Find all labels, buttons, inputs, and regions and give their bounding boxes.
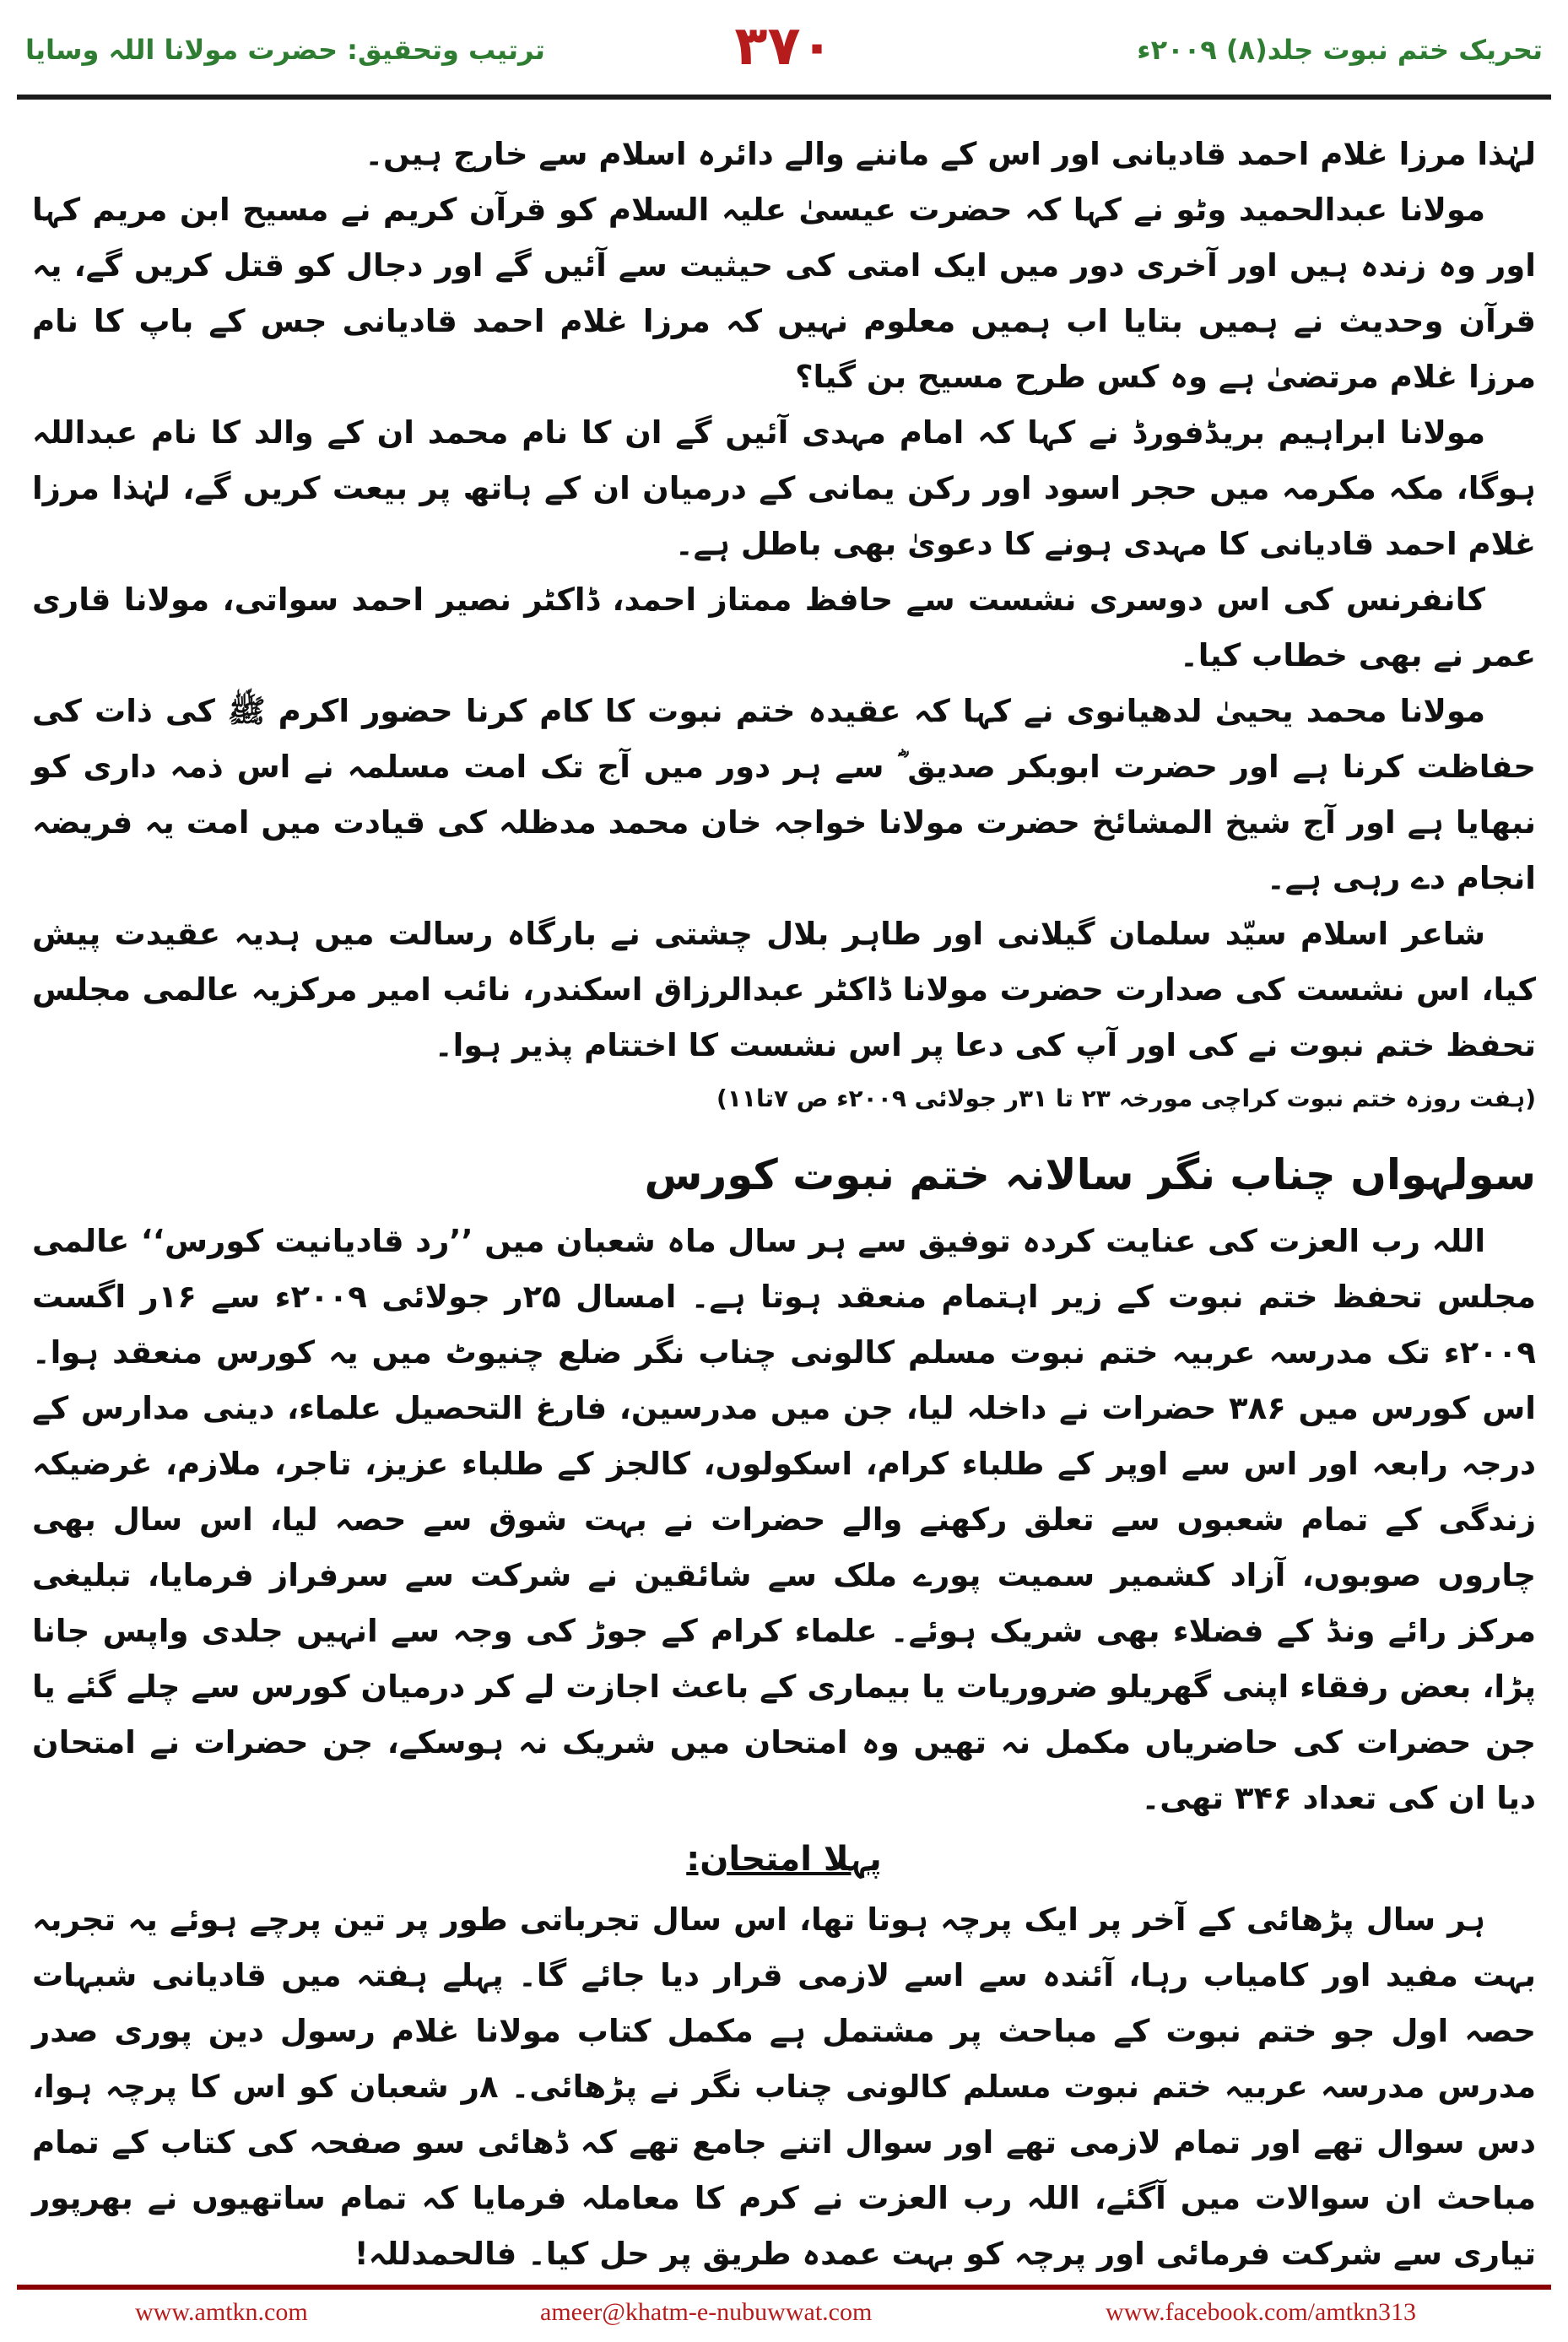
paragraph-5: مولانا محمد یحییٰ لدھیانوی نے کہا کہ عقیدہ ختم نبوت کا کام کرنا حضور اکرم ﷺ کی ذات کی حفاظت کرنا ہے اور حضرت ابوبکر صدیق ؓ سے ہر دور میں آج تک امت مسلمہ نے اس ذمہ داری کو نبھایا ہے اور آج شیخ المشائخ حضرت مولانا خواجہ خان محمد مدظلہ کی قیادت میں امت یہ فریضہ انجام دے رہی ہے۔ (32, 693, 1536, 896)
sub-heading: پہلا امتحان: (686, 1840, 882, 1879)
footer-website-link[interactable]: www.amtkn.com (135, 2298, 308, 2326)
header-compiler: ترتیب وتحقیق: حضرت مولانا اللہ وسایا (25, 34, 545, 66)
page-header (25, 15, 1543, 93)
page-number: ۳۷۰ (734, 15, 834, 78)
header-book-title: تحریک ختم نبوت جلد(۸) ۲۰۰۹ء (1137, 34, 1543, 66)
footer-divider (17, 2285, 1551, 2290)
paragraph-7: اللہ رب العزت کی عنایت کردہ توفیق سے ہر سال ماہ شعبان میں ’’رد قادیانیت کورس‘‘ عالمی مجلس تحفظ ختم نبوت کے زیر اہتمام منعقد ہوتا ہے۔ امسال ۲۵ر جولائی ۲۰۰۹ء سے ۱۶ر اگست ۲۰۰۹ء تک مدرسہ عربیہ ختم نبوت مسلم کالونی چناب نگر ضلع چنیوٹ میں یہ کورس منعقد ہوا۔ اس کورس میں ۳۸۶ حضرات نے داخلہ لیا، جن میں مدرسین، فارغ التحصیل علماء، دینی مدارس کے درجہ رابعہ اور اس سے اوپر کے طلباء کرام، اسکولوں، کالجز کے طلباء عزیز، تاجر، ملازم، غرضیکہ زندگی کے تمام شعبوں سے تعلق رکھنے والے حضرات نے بہت شوق سے حصہ لیا، اس سال بھی چاروں صوبوں، آزاد کشمیر سمیت پورے ملک سے شائقین نے شرکت سے سرفراز فرمایا، تبلیغی مرکز رائے ونڈ کے فضلاء بھی شریک ہوئے۔ علماء کرام کے جوڑ کی وجہ سے انہیں جلدی واپس جانا پڑا، بعض رفقاء اپنی گھریلو ضروریات یا بیماری کے باعث اجازت لے کر درمیان کورس سے چلے گئے یا جن حضرات کی حاضریاں مکمل نہ تھیں وہ امتحان میں شریک نہ ہوسکے، جن حضرات نے امتحان دیا ان کی تعداد ۳۴۶ تھی۔ (32, 1223, 1537, 1816)
footer-facebook-link[interactable]: www.facebook.com/amtkn313 (1106, 2298, 1416, 2326)
section-heading: سولہواں چناب نگر سالانہ ختم نبوت کورس (644, 1150, 1536, 1199)
paragraph-3: مولانا ابراہیم بریڈفورڈ نے کہا کہ امام مہدی آئیں گے ان کا نام محمد ان کے والد کا نام عبداللہ ہوگا، مکہ مکرمہ میں حجر اسود اور رکن یمانی کے درمیان ان کے ہاتھ پر بیعت کریں گے، لہٰذا مرزا غلام احمد قادیانی کا مہدی ہونے کا دعویٰ بھی باطل ہے۔ (32, 414, 1536, 562)
source-citation: (ہفت روزہ ختم نبوت کراچی مورخہ ۲۳ تا ۳۱ر جولائی ۲۰۰۹ء ص ۷تا۱۱) (716, 1084, 1536, 1112)
page-content (32, 127, 1537, 2272)
paragraph-8: ہر سال پڑھائی کے آخر پر ایک پرچہ ہوتا تھا، اس سال تجرباتی طور پر تین پرچے ہوئے یہ تجربہ بہت مفید اور کامیاب رہا، آئندہ سے اسے لازمی قرار دیا جائے گا۔ پہلے ہفتہ میں قادیانی شبہات حصہ اول جو ختم نبوت کے مباحث پر مشتمل ہے مکمل کتاب مولانا غلام رسول دین پوری صدر مدرس مدرسہ عربیہ ختم نبوت مسلم کالونی چناب نگر نے پڑھائی۔ ۸ر شعبان کو اس کا پرچہ ہوا، دس سوال تھے اور تمام لازمی تھے اور سوال اتنے جامع تھے کہ ڈھائی سو صفحہ کی کتاب کے تمام مباحث ان سوالات میں آگئے، اللہ رب العزت نے کرم کا معاملہ فرمایا کہ تمام ساتھیوں نے بھرپور تیاری سے شرکت فرمائی اور پرچہ کو بہت عمدہ طریق پر حل کیا۔ فالحمدللہ! (32, 1901, 1537, 2272)
paragraph-1: لہٰذا مرزا غلام احمد قادیانی اور اس کے ماننے والے دائرہ اسلام سے خارج ہیں۔ (365, 136, 1536, 172)
header-divider (17, 95, 1551, 100)
footer-email-link[interactable]: ameer@khatm-e-nubuwwat.com (540, 2298, 873, 2326)
paragraph-2: مولانا عبدالحمید وٹو نے کہا کہ حضرت عیسیٰ علیہ السلام کو قرآن کریم نے مسیح ابن مریم کہا اور وہ زندہ ہیں اور آخری دور میں ایک امتی کی حیثیت سے آئیں گے اور دجال کو قتل کریں گے، یہ قرآن وحدیث نے ہمیں بتایا اب ہمیں معلوم نہیں کہ مرزا غلام احمد قادیانی جس کے باپ کا نام مرزا غلام مرتضیٰ ہے وہ کس طرح مسیح بن گیا؟ (32, 192, 1536, 395)
page-footer (0, 2291, 1568, 2342)
paragraph-6: شاعر اسلام سیّد سلمان گیلانی اور طاہر بلال چشتی نے بارگاہ رسالت میں ہدیہ عقیدت پیش کیا، اس نشست کی صدارت حضرت مولانا ڈاکٹر عبدالرزاق اسکندر، نائب امیر مرکزیہ عالمی مجلس تحفظ ختم نبوت نے کی اور آپ کی دعا پر اس نشست کا اختتام پذیر ہوا۔ (32, 916, 1536, 1063)
paragraph-4: کانفرنس کی اس دوسری نشست سے حافظ ممتاز احمد، ڈاکٹر نصیر احمد سواتی، مولانا قاری عمر نے بھی خطاب کیا۔ (32, 581, 1536, 673)
